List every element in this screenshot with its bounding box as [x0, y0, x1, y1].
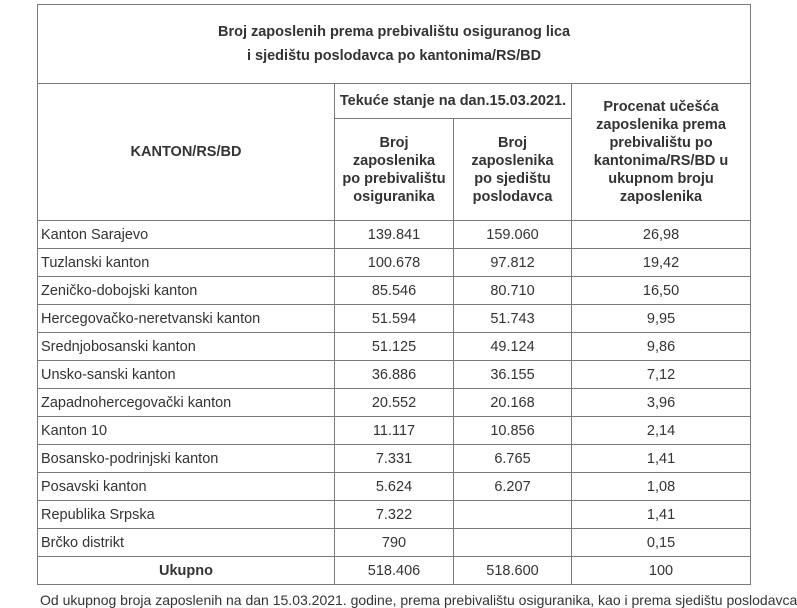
- cell-procenat: 16,50: [572, 277, 751, 305]
- cell-sjediste: 51.743: [454, 305, 572, 333]
- cell-prebivaliste: 518.406: [335, 557, 454, 585]
- cell-prebivaliste: 51.125: [335, 333, 454, 361]
- table-row: [38, 417, 751, 445]
- cell-prebivaliste: 139.841: [335, 221, 454, 249]
- cell-procenat: 7,12: [572, 361, 751, 389]
- footer-note: Od ukupnog broja zaposlenih na dan 15.03.2021. godine, prema prebivalištu osiguranika, kao i prema sjedištu poslodavca: [40, 592, 797, 608]
- cell-sjediste: 80.710: [454, 277, 572, 305]
- cell-prebivaliste: 7.331: [335, 445, 454, 473]
- table-row: [38, 361, 751, 389]
- cell-prebivaliste: 51.594: [335, 305, 454, 333]
- header-procenat: [572, 84, 751, 221]
- header-line: Broj zaposlenika: [471, 134, 554, 169]
- header-line: po sjedištu: [474, 170, 551, 187]
- cell-kanton: Bosansko-podrinjski kanton: [38, 445, 335, 473]
- header-line: prebivalištu po: [609, 135, 713, 151]
- table-row: [38, 529, 751, 557]
- cell-kanton: Zapadnohercegovački kanton: [38, 389, 335, 417]
- header-line: poslodavca: [472, 188, 553, 205]
- cell-sjediste: [454, 501, 572, 529]
- cell-procenat: 1,41: [572, 501, 751, 529]
- cell-prebivaliste: 7.322: [335, 501, 454, 529]
- cell-sjediste: [454, 529, 572, 557]
- table-row: [38, 445, 751, 473]
- cell-procenat: 26,98: [572, 221, 751, 249]
- cell-kanton: Brčko distrikt: [38, 529, 335, 557]
- header-line: zaposlenika prema: [596, 117, 726, 133]
- cell-sjediste: 20.168: [454, 389, 572, 417]
- cell-kanton: Republika Srpska: [38, 501, 335, 529]
- cell-prebivaliste: 20.552: [335, 389, 454, 417]
- cell-kanton: Srednjobosanski kanton: [38, 333, 335, 361]
- cell-sjediste: 159.060: [454, 221, 572, 249]
- cell-kanton: Unsko-sanski kanton: [38, 361, 335, 389]
- total-row: [38, 557, 751, 585]
- cell-prebivaliste: 36.886: [335, 361, 454, 389]
- table-row: [38, 277, 751, 305]
- cell-procenat: 2,14: [572, 417, 751, 445]
- header-row-1: [38, 84, 751, 119]
- cell-procenat: 9,95: [572, 305, 751, 333]
- header-line: osiguranika: [353, 188, 435, 205]
- cell-prebivaliste: 790: [335, 529, 454, 557]
- cell-prebivaliste: 11.117: [335, 417, 454, 445]
- header-line: po prebivalištu: [342, 170, 446, 187]
- table-row: [38, 501, 751, 529]
- cell-kanton: Zeničko-dobojski kanton: [38, 277, 335, 305]
- header-line: zaposlenika: [619, 189, 703, 205]
- cell-prebivaliste: 5.624: [335, 473, 454, 501]
- cell-kanton: Ukupno: [38, 557, 335, 585]
- cell-kanton: Kanton Sarajevo: [38, 221, 335, 249]
- employment-table: [37, 4, 751, 585]
- table-title: [38, 5, 751, 84]
- cell-kanton: Kanton 10: [38, 417, 335, 445]
- table-row: [38, 333, 751, 361]
- title-row: [38, 5, 751, 84]
- table-row: [38, 389, 751, 417]
- cell-kanton: Posavski kanton: [38, 473, 335, 501]
- header-line: kantonima/RS/BD u: [593, 153, 729, 169]
- cell-sjediste: 6.207: [454, 473, 572, 501]
- table-title-line-2: i sjedištu poslodavca po kantonima/RS/BD: [246, 48, 542, 64]
- header-line: Broj zaposlenika: [352, 134, 436, 169]
- cell-sjediste: 97.812: [454, 249, 572, 277]
- header-sjediste: [454, 119, 572, 221]
- table-row: [38, 473, 751, 501]
- cell-kanton: Hercegovačko-neretvanski kanton: [38, 305, 335, 333]
- cell-procenat: 0,15: [572, 529, 751, 557]
- cell-sjediste: 518.600: [454, 557, 572, 585]
- cell-procenat: 19,42: [572, 249, 751, 277]
- cell-procenat: 9,86: [572, 333, 751, 361]
- cell-prebivaliste: 100.678: [335, 249, 454, 277]
- cell-procenat: 1,08: [572, 473, 751, 501]
- header-prebivaliste: [335, 119, 454, 221]
- cell-procenat: 100: [572, 557, 751, 585]
- cell-sjediste: 6.765: [454, 445, 572, 473]
- cell-prebivaliste: 85.546: [335, 277, 454, 305]
- table-row: [38, 305, 751, 333]
- cell-sjediste: 36.155: [454, 361, 572, 389]
- cell-sjediste: 10.856: [454, 417, 572, 445]
- header-tekuce-stanje: Tekuće stanje na dan.15.03.2021.: [335, 84, 572, 119]
- header-kanton: KANTON/RS/BD: [38, 84, 335, 221]
- cell-procenat: 1,41: [572, 445, 751, 473]
- table-row: [38, 249, 751, 277]
- cell-kanton: Tuzlanski kanton: [38, 249, 335, 277]
- cell-sjediste: 49.124: [454, 333, 572, 361]
- cell-procenat: 3,96: [572, 389, 751, 417]
- table-title-line-1: Broj zaposlenih prema prebivalištu osiguranog lica: [217, 24, 571, 40]
- table-row: [38, 221, 751, 249]
- header-line: Procenat učešća: [603, 99, 719, 115]
- header-line: ukupnom broju: [608, 171, 714, 187]
